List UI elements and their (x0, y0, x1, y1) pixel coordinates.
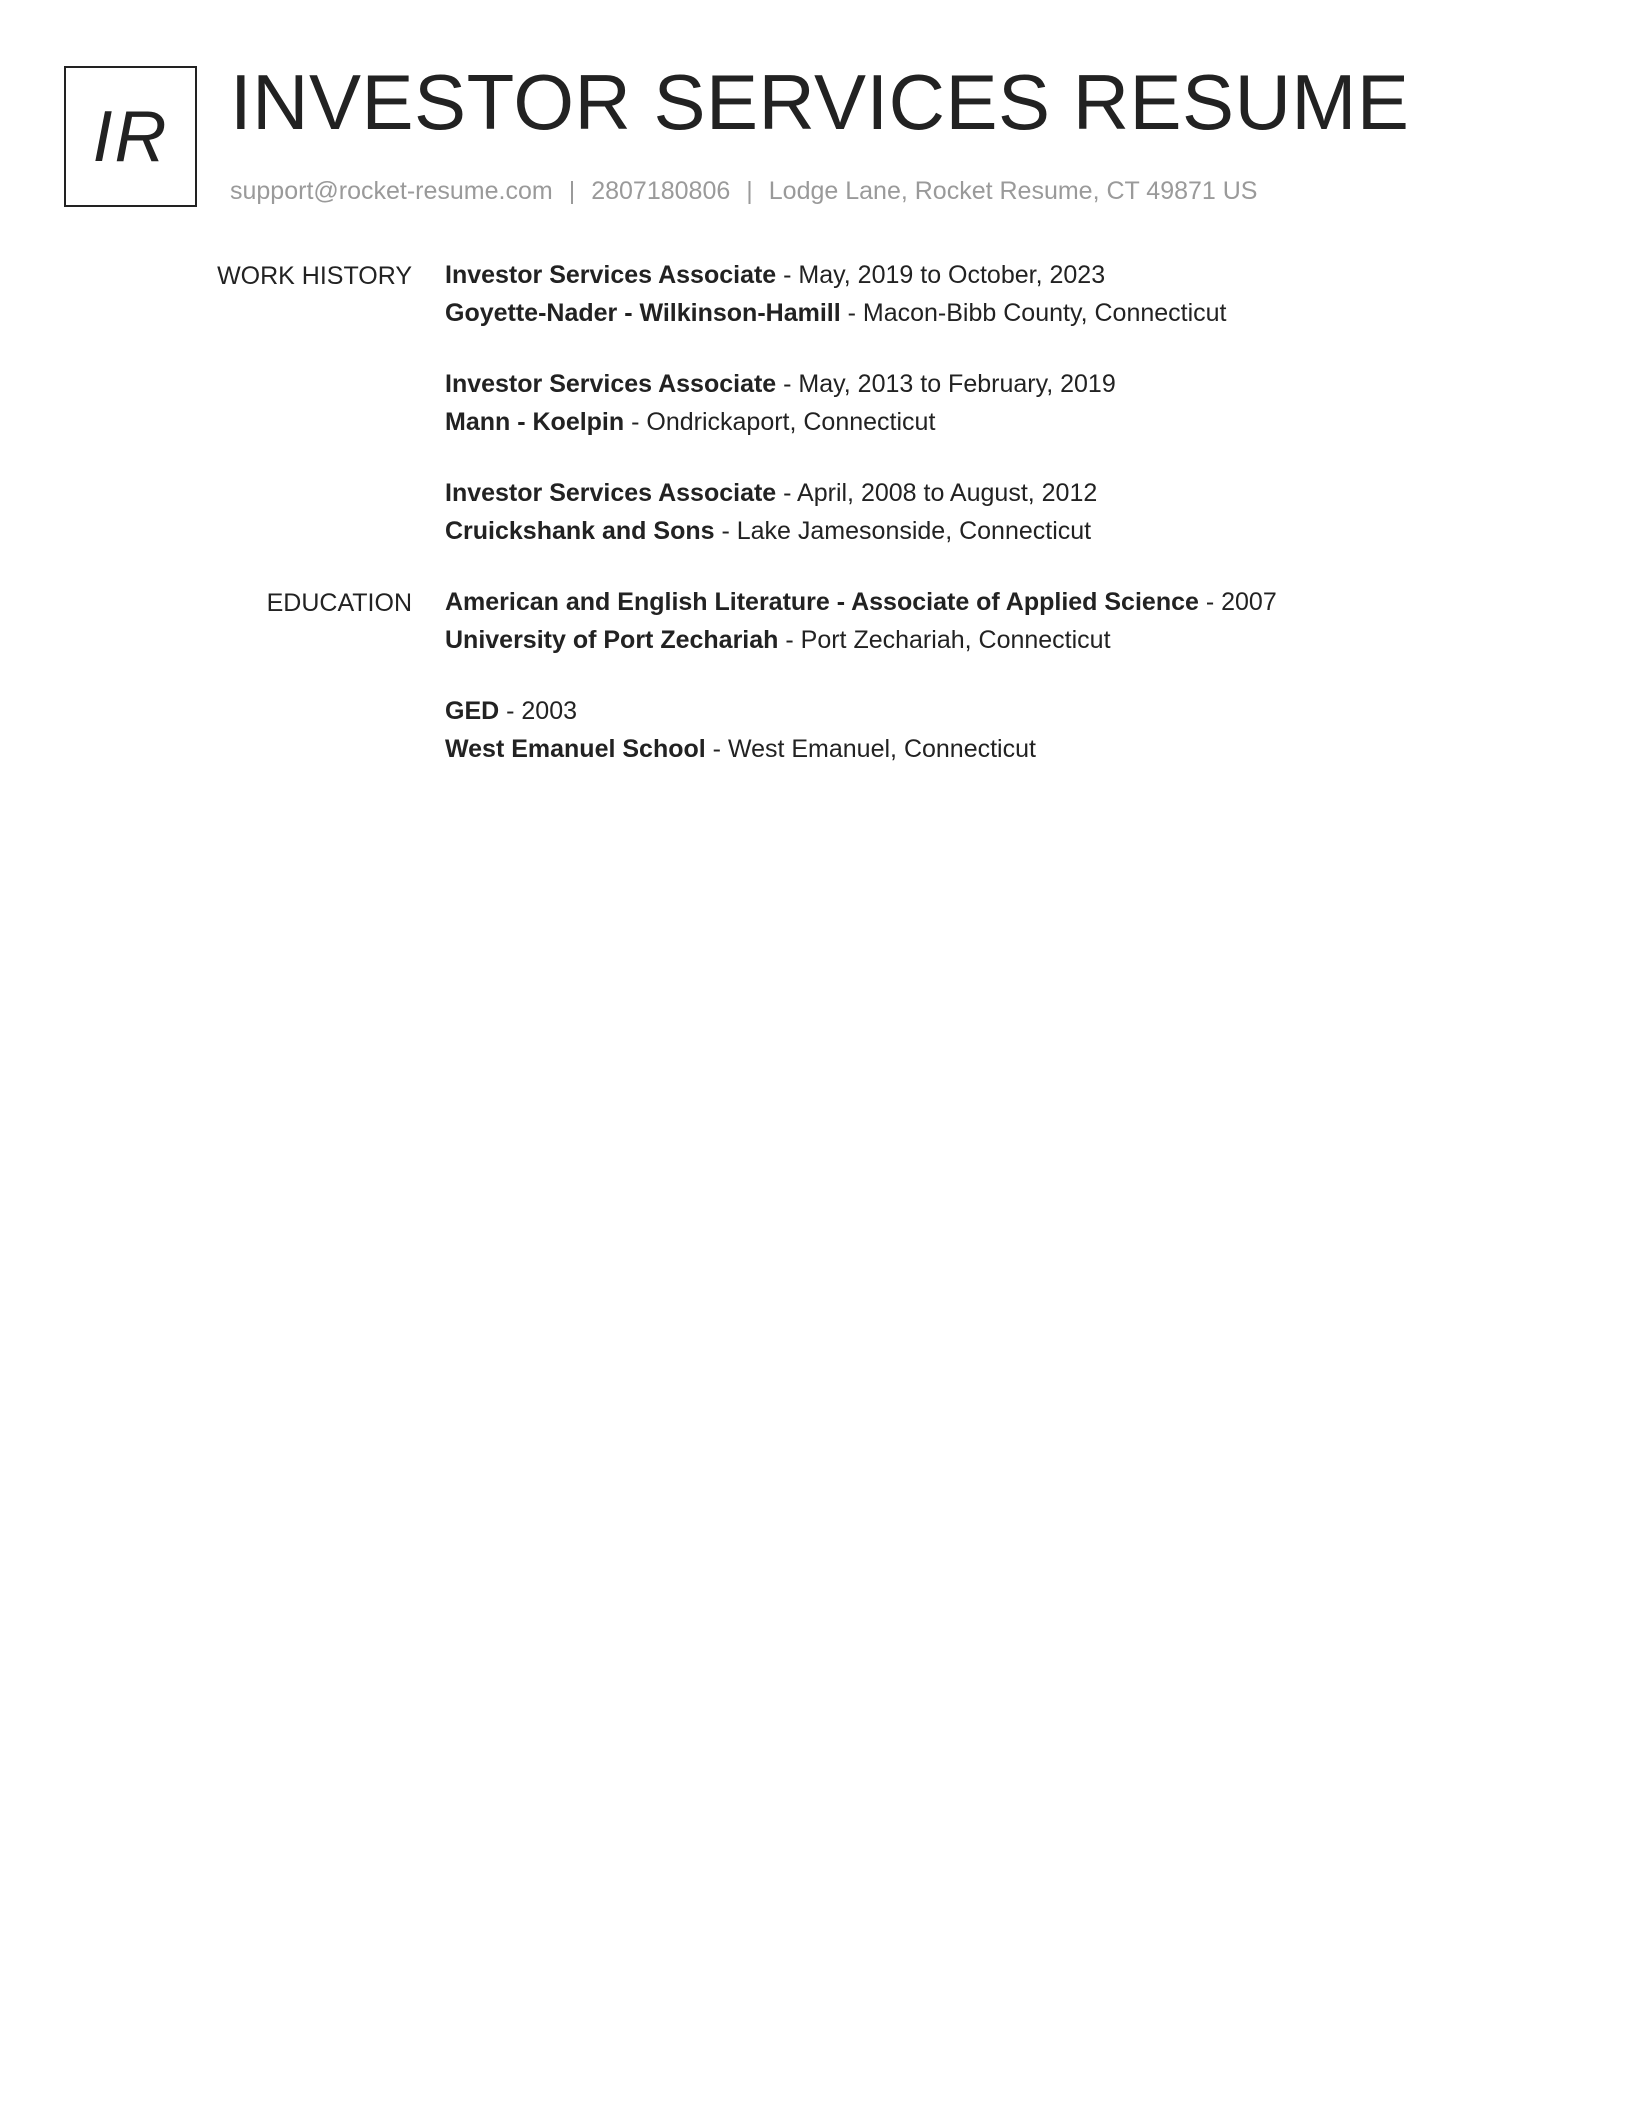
education-entry-degree-line (445, 692, 1036, 730)
job-title: Investor Services Associate (445, 479, 777, 507)
degree-name: GED (445, 697, 500, 725)
employer-name: Mann - Koelpin (445, 408, 625, 436)
employer-name: Cruickshank and Sons (445, 517, 715, 545)
dash: - (499, 697, 522, 725)
monogram-text: IR (92, 96, 169, 177)
dash: - (776, 479, 798, 507)
work-entry-employer-line (445, 403, 1116, 441)
degree-name: American and English Literature - Associate of Applied Science (445, 588, 1199, 616)
employer-location: Lake Jamesonside, Connecticut (736, 517, 1092, 545)
contact-phone: 2807180806 (591, 177, 731, 205)
work-entry-title-line (445, 256, 1227, 294)
work-entry-employer-line (445, 294, 1227, 332)
dash: - (840, 299, 863, 327)
school-location: West Emanuel, Connecticut (727, 735, 1036, 763)
dash: - (776, 261, 799, 289)
job-title: Investor Services Associate (445, 261, 777, 289)
contact-address: Lodge Lane, Rocket Resume, CT 49871 US (768, 177, 1258, 205)
graduation-year: 2007 (1221, 588, 1277, 616)
work-entry (445, 474, 1097, 550)
work-entry-title-line (445, 365, 1116, 403)
school-name: West Emanuel School (445, 735, 706, 763)
work-entry-employer-line (445, 512, 1097, 550)
job-dates: April, 2008 to August, 2012 (797, 479, 1098, 507)
school-name: University of Port Zechariah (445, 626, 779, 654)
education-entry-school-line (445, 730, 1036, 768)
school-location: Port Zechariah, Connecticut (800, 626, 1111, 654)
contact-line (230, 176, 1258, 206)
work-entry (445, 256, 1227, 332)
dash: - (624, 408, 647, 436)
job-title: Investor Services Associate (445, 370, 777, 398)
job-dates: May, 2013 to February, 2019 (798, 370, 1116, 398)
contact-separator: | (568, 177, 576, 205)
employer-name: Goyette-Nader - Wilkinson-Hamill (445, 299, 841, 327)
section-label-education: EDUCATION (266, 589, 412, 617)
work-entry (445, 365, 1116, 441)
employer-location: Ondrickaport, Connecticut (646, 408, 936, 436)
contact-separator: | (746, 177, 753, 205)
work-entry-title-line (445, 474, 1097, 512)
education-entry (445, 583, 1277, 659)
education-entry-school-line (445, 621, 1277, 659)
dash: - (1198, 588, 1222, 616)
monogram-logo (64, 66, 197, 207)
education-entry-degree-line (445, 583, 1277, 621)
graduation-year: 2003 (521, 697, 578, 725)
dash: - (705, 735, 728, 763)
contact-email[interactable]: support@rocket-resume.com (230, 177, 553, 205)
section-label-work-history: WORK HISTORY (217, 262, 412, 290)
education-entry (445, 692, 1036, 768)
dash: - (714, 517, 737, 545)
dash: - (776, 370, 799, 398)
page-title: INVESTOR SERVICES RESUME (230, 58, 1410, 146)
job-dates: May, 2019 to October, 2023 (798, 261, 1106, 289)
dash: - (778, 626, 801, 654)
employer-location: Macon-Bibb County, Connecticut (862, 299, 1227, 327)
